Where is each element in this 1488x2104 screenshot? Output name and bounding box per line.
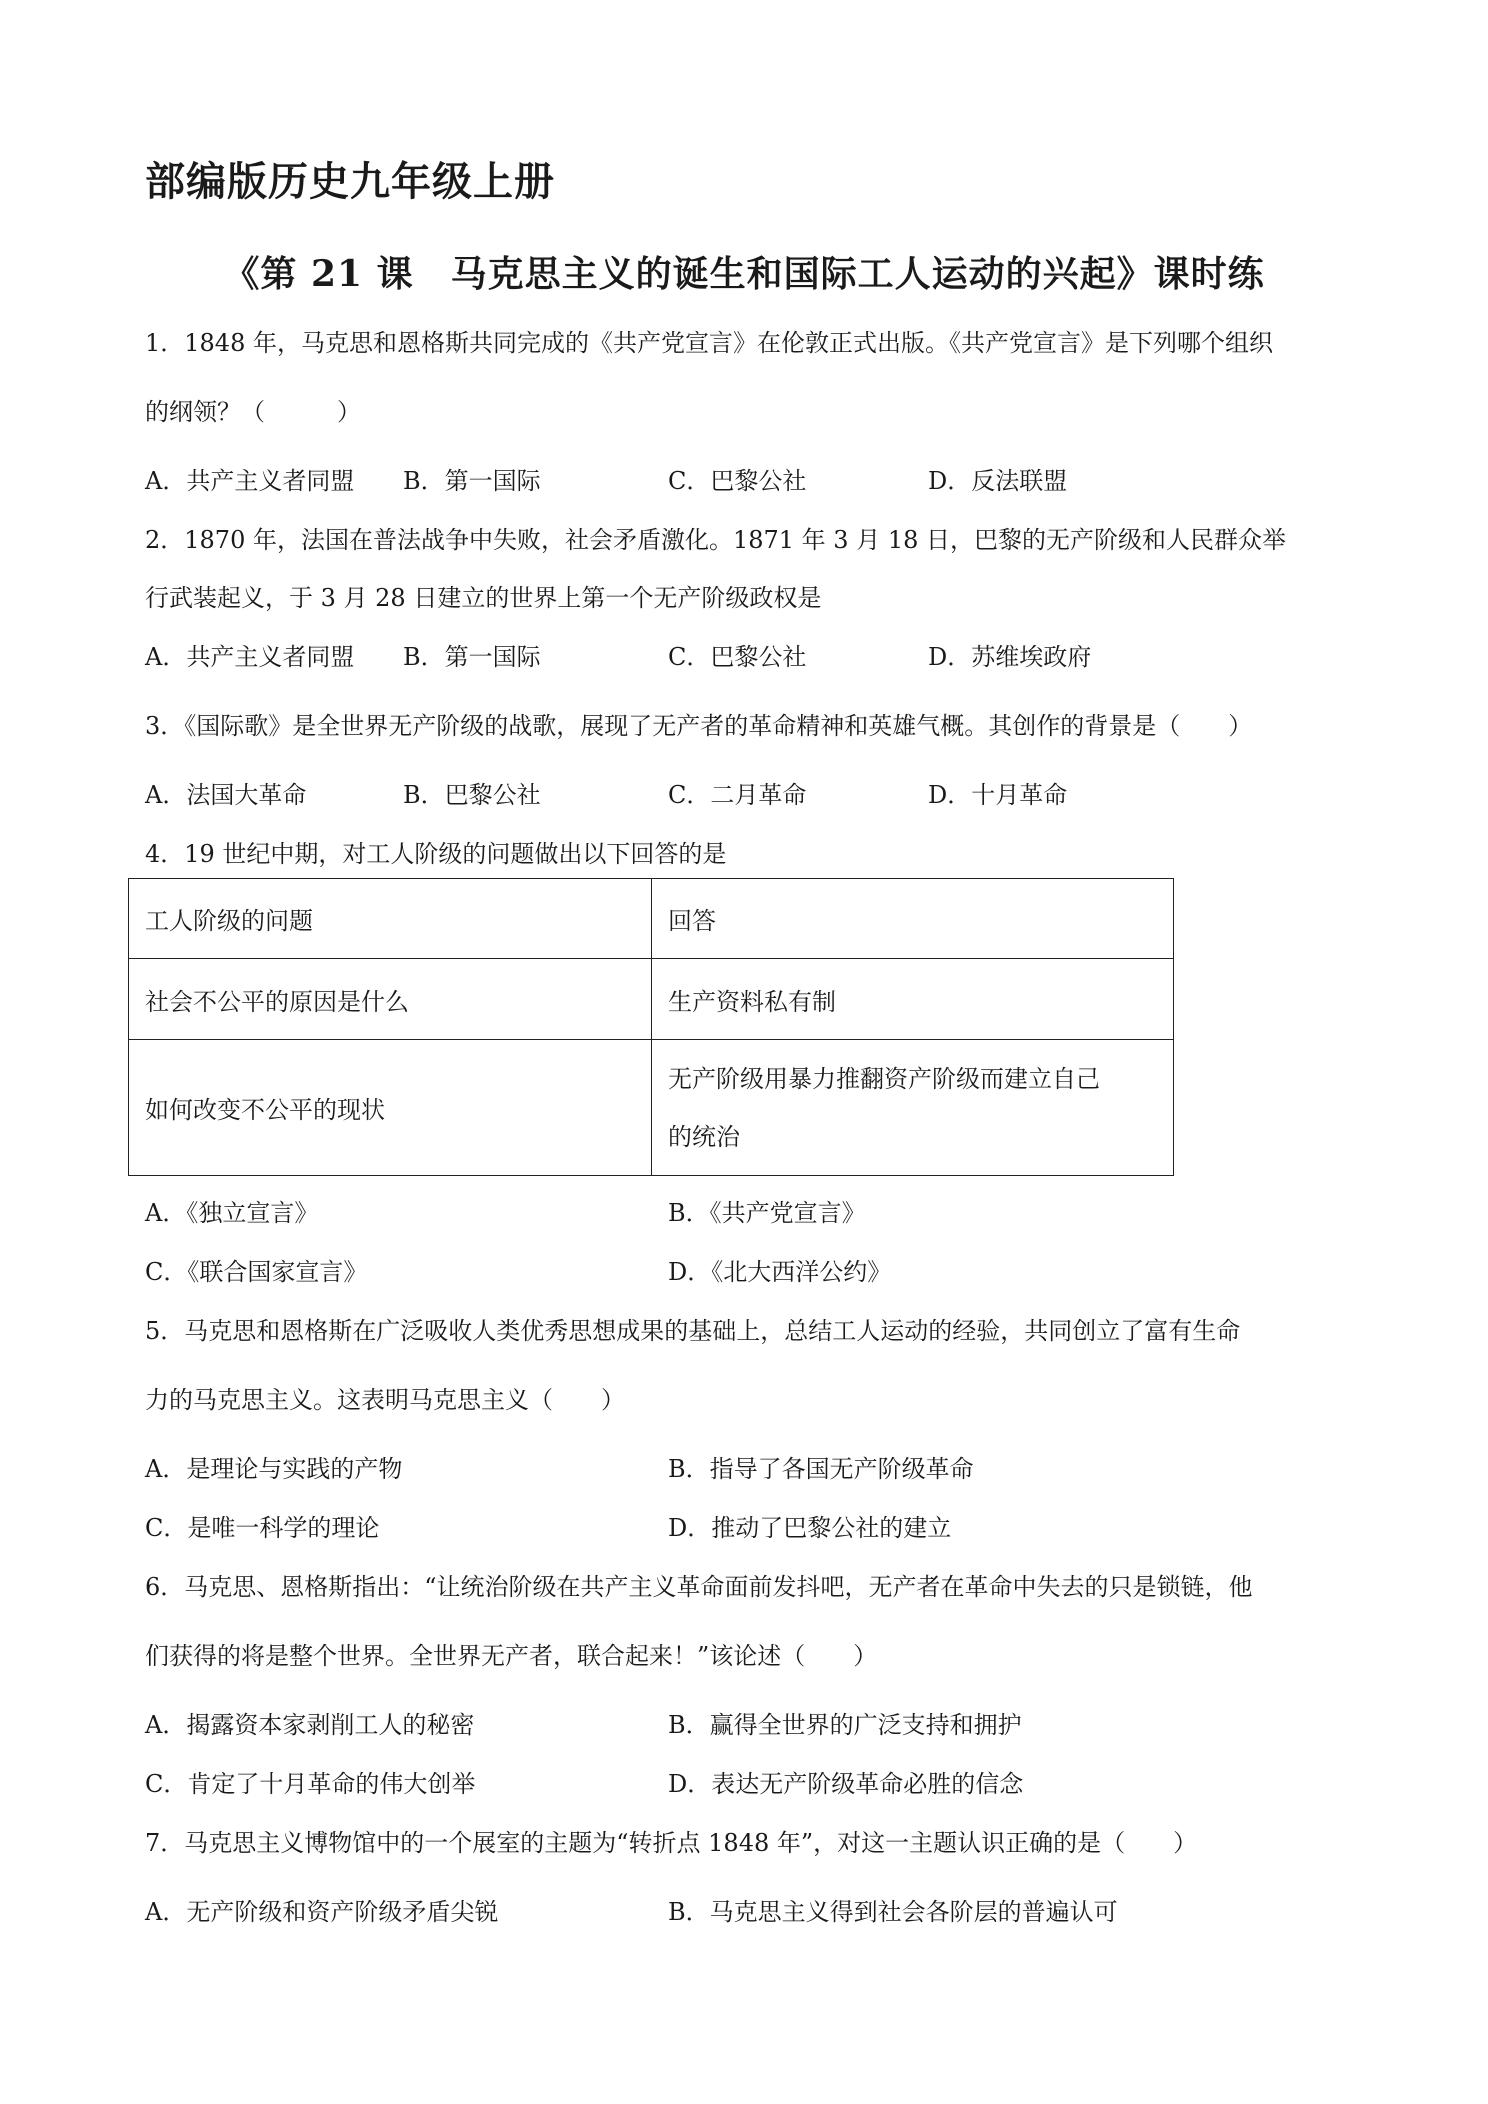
table-cell-multiline	[652, 1040, 1174, 1176]
question-4-text: 4．19 世纪中期，对工人阶级的问题做出以下回答的是	[145, 840, 727, 868]
question-3-option-d: D．十月革命	[928, 781, 1068, 809]
question-4-table	[128, 878, 1174, 1176]
table-cell: 如何改变不公平的现状	[129, 1040, 652, 1176]
question-3-option-b: B．巴黎公社	[403, 781, 541, 809]
question-1-option-a: A．共产主义者同盟	[145, 467, 355, 495]
question-6-text-cont: 们获得的将是整个世界。全世界无产者，联合起来！”该论述（ ）	[145, 1642, 878, 1670]
question-1-text-cont: 的纲领？（ ）	[145, 398, 361, 426]
question-1-option-c: C．巴黎公社	[668, 467, 807, 495]
question-6-option-c: C．肯定了十月革命的伟大创举	[145, 1770, 476, 1798]
table-header-answer: 回答	[652, 879, 1174, 959]
question-5-option-d: D．推动了巴黎公社的建立	[668, 1514, 952, 1542]
question-1-text: 1．1848 年，马克思和恩格斯共同完成的《共产党宣言》在伦敦正式出版。《共产党宣言》是下列哪个组织	[145, 329, 1273, 357]
table-cell-line: 无产阶级用暴力推翻资产阶级而建立自己	[668, 1064, 1100, 1093]
table-header-question: 工人阶级的问题	[129, 879, 652, 959]
question-2-option-b: B．第一国际	[403, 643, 541, 671]
question-3-option-a: A．法国大革命	[145, 781, 307, 809]
question-1-option-b: B．第一国际	[403, 467, 541, 495]
question-3-text: 3．《国际歌》是全世界无产阶级的战歌，展现了无产者的革命精神和英雄气概。其创作的背景是（ ）	[145, 712, 1253, 740]
question-5-option-b: B．指导了各国无产阶级革命	[668, 1455, 974, 1483]
question-7-option-b: B．马克思主义得到社会各阶层的普遍认可	[668, 1898, 1118, 1926]
question-4-option-b: B．《共产党宣言》	[668, 1199, 866, 1227]
question-5-option-a: A．是理论与实践的产物	[145, 1455, 403, 1483]
question-6-option-b: B．赢得全世界的广泛支持和拥护	[668, 1711, 1022, 1739]
question-2-text: 2．1870 年，法国在普法战争中失败，社会矛盾激化。1871 年 3 月 18 日，巴黎的无产阶级和人民群众举	[145, 526, 1287, 554]
question-1-option-d: D．反法联盟	[928, 467, 1068, 495]
question-7-option-a: A．无产阶级和资产阶级矛盾尖锐	[145, 1898, 499, 1926]
question-4-option-d: D．《北大西洋公约》	[668, 1258, 892, 1286]
question-4-option-a: A．《独立宣言》	[145, 1199, 319, 1227]
document-title: 部编版历史九年级上册	[145, 159, 555, 205]
question-6-option-d: D．表达无产阶级革命必胜的信念	[668, 1770, 1024, 1798]
table-cell: 社会不公平的原因是什么	[129, 959, 652, 1040]
question-5-text-cont: 力的马克思主义。这表明马克思主义（ ）	[145, 1386, 625, 1414]
table-cell: 生产资料私有制	[652, 959, 1174, 1040]
question-2-option-d: D．苏维埃政府	[928, 643, 1092, 671]
question-4-option-c: C．《联合国家宣言》	[145, 1258, 368, 1286]
table-row	[129, 959, 1174, 1040]
question-2-text-cont: 行武装起义，于 3 月 28 日建立的世界上第一个无产阶级政权是	[145, 584, 822, 612]
table-row	[129, 1040, 1174, 1176]
question-6-option-a: A．揭露资本家剥削工人的秘密	[145, 1711, 475, 1739]
question-2-option-c: C．巴黎公社	[668, 643, 807, 671]
table-row	[129, 879, 1174, 959]
question-5-text: 5．马克思和恩格斯在广泛吸收人类优秀思想成果的基础上，总结工人运动的经验，共同创立了富有生命	[145, 1317, 1241, 1345]
table-cell-line: 的统治	[668, 1122, 740, 1151]
question-7-text: 7．马克思主义博物馆中的一个展室的主题为“转折点 1848 年”，对这一主题认识正确的是（ ）	[145, 1829, 1198, 1857]
lesson-subtitle: 《第 21 课 马克思主义的诞生和国际工人运动的兴起》课时练	[223, 253, 1265, 295]
question-6-text: 6．马克思、恩格斯指出：“让统治阶级在共产主义革命面前发抖吧，无产者在革命中失去的只是锁链，他	[145, 1573, 1253, 1601]
question-3-option-c: C．二月革命	[668, 781, 807, 809]
question-5-option-c: C．是唯一科学的理论	[145, 1514, 380, 1542]
question-2-option-a: A．共产主义者同盟	[145, 643, 355, 671]
